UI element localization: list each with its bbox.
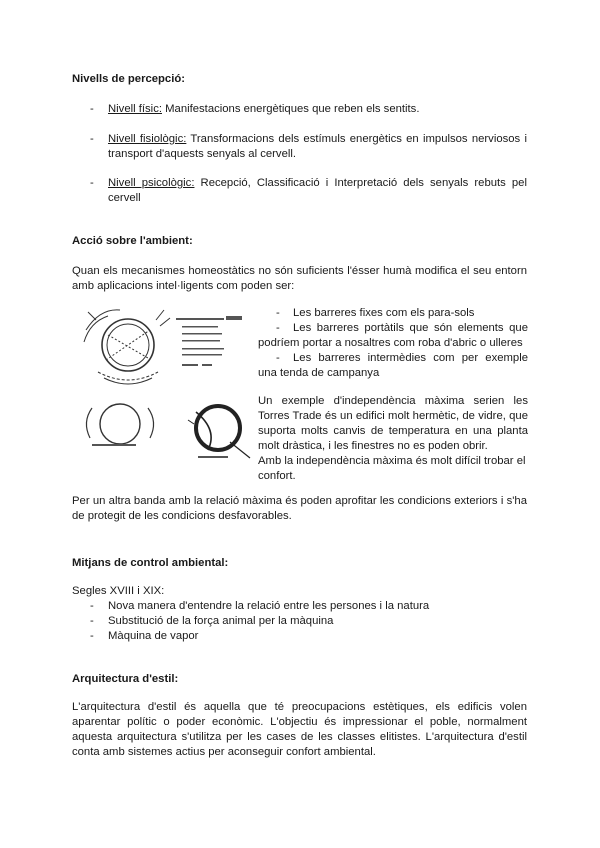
bullet-dash: - [90, 630, 94, 642]
list-item-text: Màquina de vapor [108, 630, 199, 642]
control-list [90, 599, 530, 644]
example-paragraph-2: Amb la independència màxima és molt difícil trobar el confort. [258, 455, 526, 482]
list-item-text: Les barreres fixes com els para-sols [293, 307, 475, 319]
subheading-centuries: Segles XVIII i XIX: [72, 585, 165, 597]
list-item [90, 132, 527, 162]
term-label: Nivell físic: [108, 103, 162, 115]
list-item [90, 614, 530, 629]
heading-perception: Nivells de percepció: [72, 73, 186, 85]
style-paragraph: L'arquitectura d'estil és aquella que té preocupacions estètiques, els edificis volen aparentar polític o poder econòmic. L'objectiu és impressionar el poble, normalment aquesta arquitectura s'utilitza per les cases de les classes elitistes. L'arquitectura d'estil conta amb sistemes actius per aconseguir confort ambiental. [72, 701, 527, 758]
list-item [90, 629, 530, 644]
list-item [90, 599, 530, 614]
bullet-dash: - [90, 600, 94, 612]
term-text: Recepció, Classificació i Interpretació dels senyals rebuts pel cervell [108, 177, 527, 204]
bullet-dash: - [276, 352, 280, 364]
intro-paragraph: Quan els mecanismes homeostàtics no són suficients l'ésser humà modifica el seu entorn amb aplicacions intel·ligents com poden ser: [72, 265, 527, 292]
term-text: Transformacions dels estímuls energètics en impulsos nerviosos i transport d'aquests senyals al cervell. [108, 133, 527, 160]
bullet-dash: - [90, 103, 94, 115]
heading-action: Acció sobre l'ambient: [72, 235, 193, 247]
sunshade-diagram-figure [78, 300, 258, 390]
barriers-list [258, 306, 528, 381]
bullet-dash: - [90, 615, 94, 627]
term-text: Manifestacions energètiques que reben els sentits. [161, 103, 420, 115]
term-label: Nivell psicològic: [108, 177, 195, 189]
heading-style: Arquitectura d'estil: [72, 673, 179, 685]
list-item-text: Les barreres intermèdies com per exemple una tenda de campanya [258, 352, 528, 379]
bullet-dash: - [90, 133, 94, 145]
heading-control: Mitjans de control ambiental: [72, 557, 229, 569]
list-item [258, 321, 528, 351]
list-item-text: Nova manera d'entendre la relació entre les persones i la natura [108, 600, 430, 612]
list-item [258, 351, 528, 381]
list-item [90, 176, 527, 206]
list-item [90, 102, 525, 117]
closing-paragraph: Per un altra banda amb la relació màxima és poden aprofitar les condicions exteriors i s'ha de protegit de les condicions desfavorables. [72, 495, 527, 522]
list-item [258, 306, 528, 321]
example-paragraph: Un exemple d'independència màxima serien les Torres Trade és un edifici molt hermètic, de vidre, que suporta molts canvis de temperatura en una planta molt dràstica, i les finestres no es poden obrir. [258, 395, 528, 452]
bullet-dash: - [276, 307, 280, 319]
building-section-diagram-2 [178, 400, 256, 464]
bullet-dash: - [276, 322, 280, 334]
list-item-text: Substitució de la força animal per la màquina [108, 615, 334, 627]
bullet-dash: - [90, 177, 94, 189]
list-item-text: Les barreres portàtils que són elements que podríem portar a nosaltres com roba d'abric o ulleres [258, 322, 528, 349]
term-label: Nivell fisiològic: [108, 133, 187, 145]
building-section-diagram-1 [78, 398, 168, 450]
